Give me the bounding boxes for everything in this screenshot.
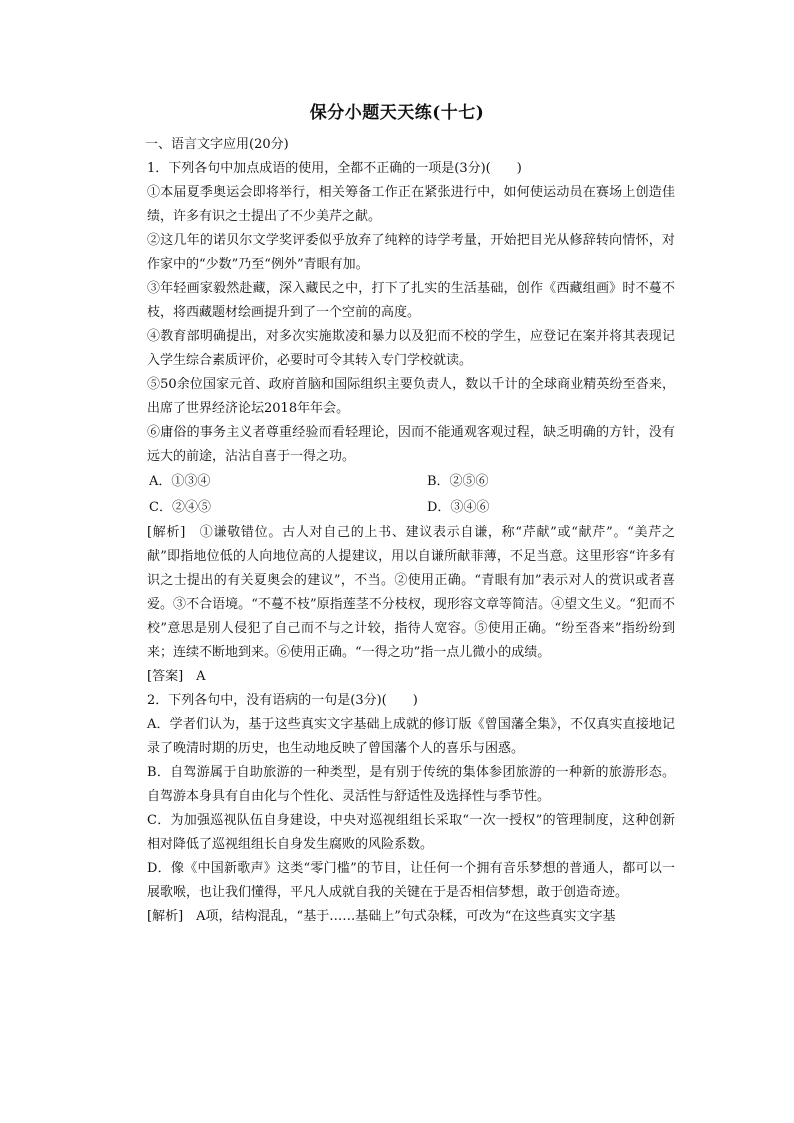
q1-item-4: ④教育部明确提出，对多次实施欺凌和暴力以及犯而不校的学生，应登记在案并将其表现记入学生综合素质评价，必要时可令其转入专门学校就读。 [147, 329, 675, 368]
q1-options-row-2 [147, 495, 675, 521]
page-title: 保分小题天天练(十七) [309, 103, 485, 123]
q1-option-a: A．①③④ [149, 474, 211, 489]
analysis-tag: [解析] [147, 909, 184, 924]
answer-tag: [答案] [147, 669, 184, 684]
section-heading: 一、语言文字应用(20分) [145, 137, 289, 152]
q1-item-1: ①本届夏季奥运会即将举行，相关筹备工作正在紧张进行中，如何使运动员在赛场上创造佳绩，许多有识之士提出了不少美芹之献。 [147, 185, 675, 224]
q1-answer-value: A [196, 669, 206, 684]
q1-analysis [147, 521, 675, 665]
q2-option-c: C．为加强巡视队伍自身建设，中央对巡视组组长采取“一次一授权”的管理制度，这种创新相对降低了巡视组组长自身发生腐败的风险系数。 [147, 813, 675, 852]
q1-answer [147, 665, 675, 689]
q1-options-row-1 [147, 469, 675, 495]
q1-analysis-text: ①谦敬错位。古人对自己的上书、建议表示自谦，称“芹献”或“献芹”。“美芹之献”即指地位低的人向地位高的人提建议，用以自谦所献菲薄，不足当意。这里形容“许多有识之士提出的有关夏奥会的建议”，不当。②使用正确。“青眼有加”表示对人的赏识或者喜爱。③不合语境。“不蔓不枝”原指莲茎不分枝杈，现形容文章等简洁。④望文生义。“犯而不校”意思是别人侵犯了自己而不与之计较，指待人宽容。⑤使用正确。“纷至沓来”指纷纷到来；连续不断地到来。⑥使用正确。“一得之功”指一点儿微小的成绩。 [147, 525, 675, 660]
q1-item-6: ⑥庸俗的事务主义者尊重经验而看轻理论，因而不能通观客观过程，缺乏明确的方针，没有远大的前途，沾沾自喜于一得之功。 [147, 425, 675, 464]
q2-analysis-text: A项，结构混乱，“基于……基础上”句式杂糅，可改为“在这些真实文字基 [196, 909, 616, 924]
q2-option-b: B．自驾游属于自助旅游的一种类型，是有别于传统的集体参团旅游的一种新的旅游形态。自驾游本身具有自由化与个性化、灵活性与舒适性及选择性与季节性。 [147, 765, 675, 804]
question-2-stem: 2．下列各句中，没有语病的一句是(3分)( ) [147, 693, 418, 708]
q2-option-d: D．像《中国新歌声》这类“零门槛”的节目，让任何一个拥有音乐梦想的普通人，都可以一展歌喉，也让我们懂得，平凡人成就自我的关键在于是否相信梦想，敢于创造奇迹。 [147, 861, 675, 900]
q1-option-b: B．②⑤⑥ [427, 474, 489, 489]
q1-option-d: D．③④⑥ [427, 500, 490, 515]
q2-analysis [147, 905, 675, 929]
q1-option-c: C．②④⑤ [149, 500, 211, 515]
q1-item-2: ②这几年的诺贝尔文学奖评委似乎放弃了纯粹的诗学考量，开始把目光从修辞转向情怀，对作家中的“少数”乃至“例外”青眼有加。 [147, 233, 675, 272]
question-1-stem: 1．下列各句中加点成语的使用，全都不正确的一项是(3分)( ) [147, 161, 522, 176]
q1-item-3: ③年轻画家毅然赴藏，深入藏民之中，打下了扎实的生活基础，创作《西藏组画》时不蔓不枝，将西藏题材绘画提升到了一个空前的高度。 [147, 281, 675, 320]
q2-option-a: A．学者们认为，基于这些真实文字基础上成就的修订版《曾国藩全集》，不仅真实直接地记录了晚清时期的历史，也生动地反映了曾国藩个人的喜乐与困惑。 [147, 717, 675, 756]
q1-item-5: ⑤50余位国家元首、政府首脑和国际组织主要负责人，数以千计的全球商业精英纷至沓来，出席了世界经济论坛2018年年会。 [147, 377, 675, 416]
analysis-tag: [解析] [147, 525, 186, 540]
document-body [147, 133, 675, 929]
